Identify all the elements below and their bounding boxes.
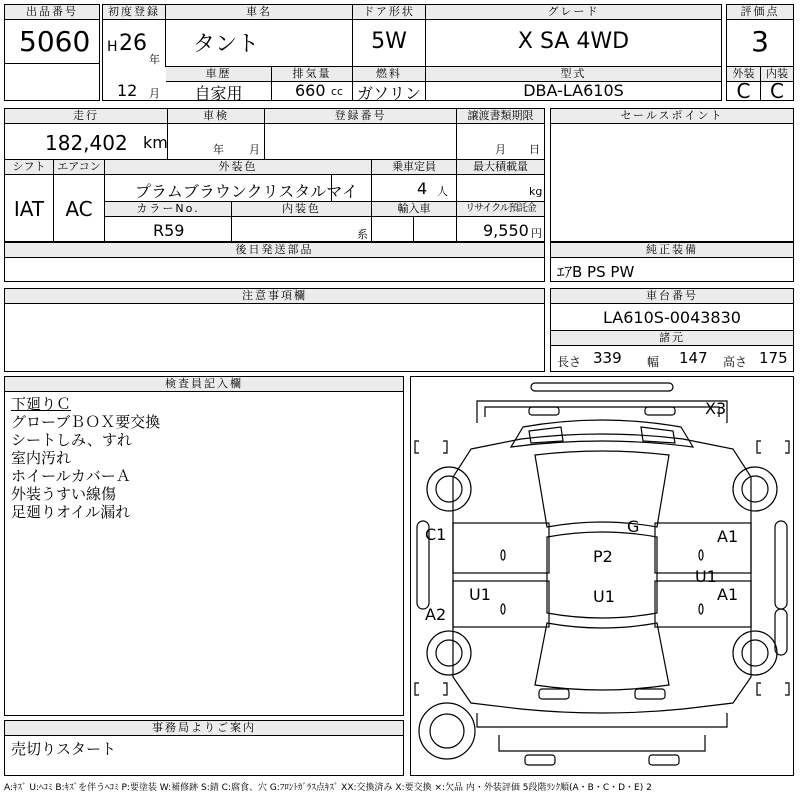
interior-color-label: 内装色 [232,202,371,217]
capacity-unit: 人 [437,185,448,198]
score-label: 評価点 [727,5,793,20]
first-reg-year: 26 [119,31,147,56]
capacity-label: 乗車定員 [372,160,456,175]
recycle-label: リサイクル預託金 [457,202,544,217]
mileage-unit: km [143,133,168,152]
fuel-label: 燃料 [353,67,425,82]
history-value: 自家用 [194,84,243,103]
caution-label: 注意事項欄 [5,289,544,304]
model-label: 型式 [426,67,721,82]
mark-a1-rear: A1 [717,585,739,604]
inspector-notes [11,395,160,521]
first-reg-month: 12 [117,81,138,100]
vehicle-header-box [102,4,722,101]
car-diagram [410,376,794,776]
exterior-color-value: プラムブラウンクリスタルマイ [135,182,358,201]
dims-label: 諸元 [551,331,793,346]
mark-a1-front: A1 [717,527,739,546]
first-reg-month-unit: 月 [149,87,160,100]
lot-box [4,4,100,101]
later-parts-box [4,242,545,282]
ext-label: 外装 [727,67,760,82]
fuel-value: ガソリン [356,84,421,103]
chassis-value: LA610S-0043830 [603,308,741,327]
length-value: 339 [593,349,622,367]
details-box [4,108,545,242]
equipment-box [550,242,794,282]
doors-value: 5W [371,29,407,54]
equipment-label: 純正装備 [551,243,793,258]
grade-value: X SA 4WD [517,29,630,54]
mileage-label: 走行 [5,109,167,124]
mark-a2: A2 [425,605,447,624]
inspection-label: 車検 [168,109,264,124]
mark-c1: C1 [425,525,447,544]
score-value: 3 [751,25,769,58]
note-line: 室内汚れ [11,449,72,467]
mark-u1-center: U1 [593,587,615,606]
car-outline-svg [411,377,793,775]
transfer-month-unit: 月 [495,143,506,156]
displacement-label: 排気量 [272,67,352,82]
color-no-label: カラーNo. [105,202,231,217]
width-label: 幅 [647,355,660,369]
displacement-unit: cc [331,85,344,98]
score-box [726,4,794,101]
height-label: 高さ [723,355,748,369]
history-label: 車歴 [166,67,271,82]
sales-point-box [550,108,794,242]
model-value: DBA-LA610S [523,81,624,100]
int-label: 内装 [761,67,793,82]
inspector-label: 検査員記入欄 [5,377,403,392]
legend-text: A:ｷｽﾞ U:ﾍｺﾐ B:ｷｽﾞを伴うﾍｺﾐ P:要塗装 W:補修跡 S:錆 C:腐食、穴 G:ﾌﾛﾝﾄｶﾞﾗｽ点ｷｽﾞ XX:交換済み X:要交換 ×:欠品 内・外装評価 5段階ﾗﾝｸ順(A・B・C・D・E) 2 [4,783,652,793]
note-line: 外装うすい線傷 [11,485,117,503]
mark-g: G [627,517,640,536]
mileage-value: 182,402 [45,131,128,155]
chassis-label: 車台番号 [551,289,793,304]
interior-color-unit: 系 [357,228,368,241]
note-line: グローブＢＯＸ要交換 [11,413,161,431]
transfer-day-unit: 日 [529,143,540,156]
equipment-value: ｴｱB PS PW [557,263,635,281]
exterior-color-label: 外装色 [105,160,371,175]
capacity-value: 4 [417,179,428,198]
office-value: 売切りスタート [11,740,117,758]
reg-no-label: 登録番号 [265,109,456,124]
doors-label: ドア形状 [353,5,425,20]
inspector-box [4,376,404,716]
import-label: 輸入車 [372,202,456,217]
shift-label: シフト [5,160,53,175]
caution-box [4,288,545,372]
first-reg-label: 初度登録 [103,5,165,20]
recycle-unit: 円 [531,227,542,240]
first-reg-era: H [107,39,118,55]
color-no-value: R59 [153,221,185,240]
sales-point-label: セールスポイント [551,109,793,124]
mark-x3: X3 [705,399,727,418]
office-box [4,720,404,776]
recycle-value: 9,550 [483,221,529,240]
mark-u1-right: U1 [695,567,717,586]
car-name-label: 車名 [166,5,352,20]
grade-label: グレード [426,5,721,20]
lot-label: 出品番号 [5,5,99,20]
aircon-label: エアコン [54,160,104,175]
inspection-month-unit: 月 [249,143,260,156]
note-line: ホイールカバーＡ [11,467,131,485]
first-reg-year-unit: 年 [149,53,160,66]
shift-value: IAT [13,197,45,221]
displacement-value: 660 [295,81,326,100]
later-parts-label: 後日発送部品 [5,243,544,258]
int-score: C [770,79,784,103]
length-label: 長さ [557,355,582,369]
aircon-value: AC [65,197,93,221]
office-label: 事務局よりご案内 [5,721,403,736]
inspection-year-unit: 年 [213,143,224,156]
max-load-label: 最大積載量 [457,160,544,175]
note-line: 下廻りＣ [11,395,72,413]
lot-number: 5060 [19,25,91,58]
width-value: 147 [679,349,708,367]
chassis-box [550,288,794,372]
note-line: 足廻りオイル漏れ [11,503,131,521]
mark-p2: P2 [593,547,613,566]
height-value: 175 [759,349,788,367]
mark-u1-left: U1 [469,585,491,604]
ext-score: C [736,79,751,103]
car-name-value: タント [193,32,260,57]
note-line: シートしみ、すれ [11,431,132,449]
transfer-label: 譲渡書類期限 [457,109,544,124]
max-load-unit: kg [529,185,543,198]
